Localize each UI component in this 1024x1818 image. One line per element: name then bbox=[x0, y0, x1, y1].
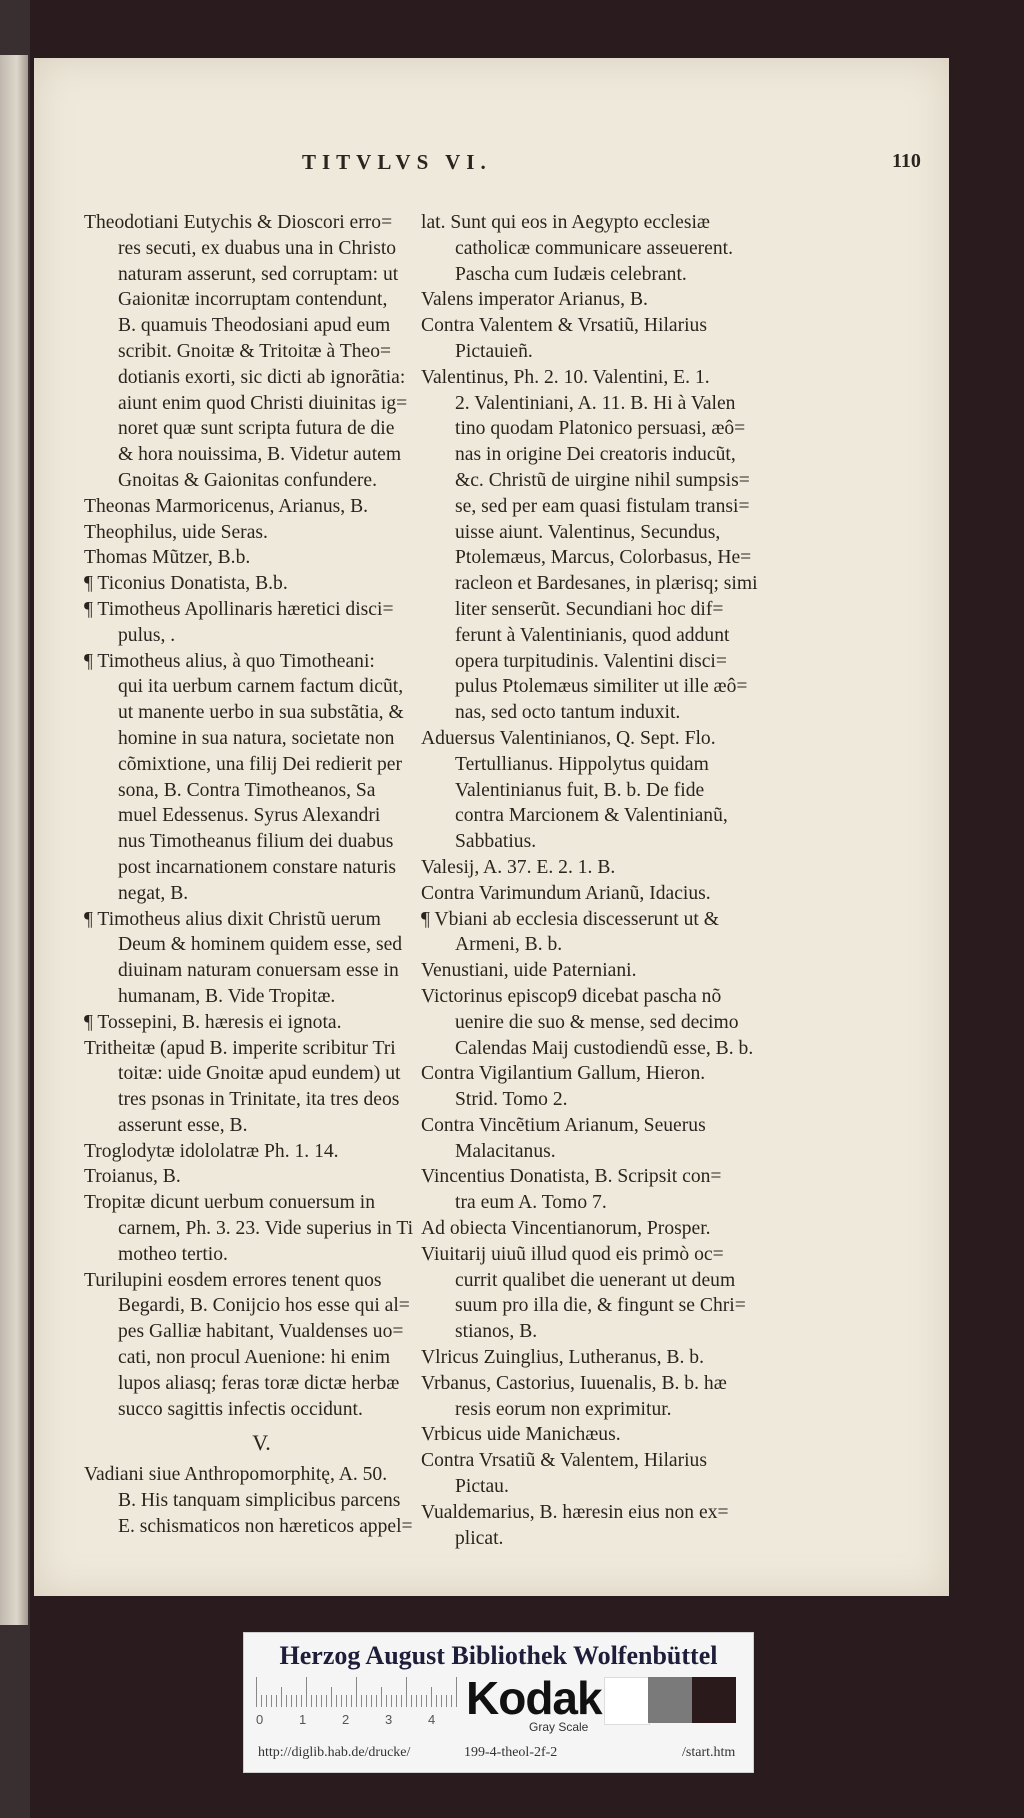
text-line: currit qualibet die uenerant ut deum bbox=[455, 1269, 736, 1291]
text-line: sona, B. Contra Timotheanos, Sa bbox=[118, 779, 376, 801]
text-line: Calendas Maij custodiendũ esse, B. b. bbox=[455, 1037, 754, 1059]
text-line: Vincentius Donatista, B. Scripsit con= bbox=[421, 1166, 722, 1188]
text-line: Contra Varimundum Arianũ, Idacius. bbox=[421, 882, 711, 904]
facing-page-edge bbox=[0, 55, 28, 1625]
text-line: ¶ Ticonius Donatista, B.b. bbox=[84, 573, 288, 595]
text-line: negat, B. bbox=[118, 882, 189, 904]
text-line: E. schismaticos non hæreticos appel= bbox=[118, 1515, 413, 1537]
gray-swatch bbox=[648, 1677, 692, 1723]
text-line: Vadiani siue Anthropomorphitę, A. 50. bbox=[84, 1464, 388, 1486]
right-text-column bbox=[421, 210, 786, 1551]
text-line: pes Galliæ habitant, Vualdenses uo= bbox=[118, 1321, 404, 1343]
ruler-tick bbox=[381, 1687, 382, 1707]
text-line: nas in origine Dei creatoris inducũt, bbox=[455, 444, 736, 466]
text-line: Armeni, B. b. bbox=[455, 934, 563, 956]
ruler-tick bbox=[341, 1695, 342, 1707]
text-line: Troglodytæ idololatræ Ph. 1. 14. bbox=[84, 1140, 339, 1162]
text-line: liter senserũt. Secundiani hoc dif= bbox=[455, 598, 724, 620]
text-line: noret quæ sunt scripta futura de die bbox=[118, 418, 395, 440]
section-heading: V. bbox=[252, 1430, 271, 1456]
text-line: Turilupini eosdem errores tenent quos bbox=[84, 1269, 382, 1291]
text-line: Valesij, A. 37. E. 2. 1. B. bbox=[421, 856, 616, 878]
text-line: ferunt à Valentinianis, quod addunt bbox=[455, 624, 730, 646]
left-text-column bbox=[84, 210, 439, 1540]
text-line: Vrbicus uide Manichæus. bbox=[421, 1424, 621, 1446]
text-line: Tertullianus. Hippolytus quidam bbox=[455, 753, 709, 775]
text-line: B. quamuis Theodosiani apud eum bbox=[118, 315, 391, 337]
url-base[interactable]: http://diglib.hab.de/drucke/ bbox=[258, 1745, 411, 1760]
text-line: &c. Christũ de uirgine nihil sumpsis= bbox=[455, 469, 750, 491]
ruler-tick bbox=[371, 1695, 372, 1707]
text-line: Contra Vigilantium Gallum, Hieron. bbox=[421, 1063, 706, 1085]
text-line: qui ita uerbum carnem factum dicũt, bbox=[118, 676, 404, 698]
text-line: motheo tertio. bbox=[118, 1243, 228, 1265]
library-name: Herzog August Bibliothek Wolfenbüttel bbox=[279, 1641, 718, 1670]
text-line: lupos aliasq; feras toræ dictæ herbæ bbox=[118, 1372, 400, 1394]
text-line: tres psonas in Trinitate, ita tres deos bbox=[118, 1089, 400, 1111]
text-line: ¶ Vbiani ab ecclesia discesserunt ut & bbox=[421, 908, 719, 930]
ruler-numbers bbox=[256, 1712, 456, 1730]
ruler-tick bbox=[331, 1687, 332, 1707]
text-line: Contra Valentem & Vrsatiũ, Hilarius bbox=[421, 315, 707, 337]
text-line: carnem, Ph. 3. 23. Vide superius in Ti bbox=[118, 1218, 414, 1240]
ruler-tick bbox=[351, 1695, 352, 1707]
shelfmark: 199-4-theol-2f-2 bbox=[464, 1745, 558, 1760]
text-line: scribit. Gnoitæ & Tritoitæ à Theo= bbox=[118, 340, 392, 362]
ruler-tick bbox=[361, 1695, 362, 1707]
text-line: nus Timotheanus filium dei duabus bbox=[118, 831, 394, 853]
scale-ruler bbox=[256, 1677, 461, 1707]
text-line: stianos, B. bbox=[455, 1321, 538, 1343]
ruler-tick bbox=[276, 1695, 277, 1707]
text-line: lat. Sunt qui eos in Aegypto ecclesiæ bbox=[421, 212, 710, 233]
ruler-tick bbox=[431, 1687, 432, 1707]
text-line: Contra Vrsatiũ & Valentem, Hilarius bbox=[421, 1450, 707, 1472]
text-line: suum pro illa die, & fingunt se Chri= bbox=[455, 1295, 746, 1317]
ruler-number: 2 bbox=[342, 1712, 350, 1727]
ruler-tick bbox=[316, 1695, 317, 1707]
folio-number: 110 bbox=[892, 150, 921, 172]
ruler-tick bbox=[291, 1695, 292, 1707]
text-line: B. His tanquam simplicibus parcens bbox=[118, 1490, 401, 1512]
text-line: opera turpitudinis. Valentini disci= bbox=[455, 650, 727, 672]
page-header bbox=[34, 150, 949, 180]
digital-library-url bbox=[244, 1745, 753, 1765]
text-line: Theodotiani Eutychis & Dioscori erro= bbox=[84, 212, 393, 233]
ruler-tick bbox=[391, 1695, 392, 1707]
text-line: aiunt enim quod Christi diuinitas ig= bbox=[118, 392, 408, 414]
ruler-tick bbox=[346, 1695, 347, 1707]
text-line: Ptolemæus, Marcus, Colorbasus, He= bbox=[455, 547, 752, 569]
text-line: se, sed per eam quasi fistulam transi= bbox=[455, 495, 750, 517]
color-target-bar bbox=[243, 1632, 754, 1773]
ruler-tick bbox=[376, 1695, 377, 1707]
ruler-tick bbox=[401, 1695, 402, 1707]
text-line: contra Marcionem & Valentinianũ, bbox=[455, 805, 728, 827]
url-end[interactable]: /start.htm bbox=[682, 1745, 736, 1760]
gray-scale-label: Gray Scale bbox=[529, 1720, 589, 1734]
ruler-tick bbox=[261, 1695, 262, 1707]
black-swatch bbox=[692, 1677, 736, 1723]
text-line: Sabbatius. bbox=[455, 831, 537, 853]
text-line: humanam, B. Vide Tropitæ. bbox=[118, 985, 336, 1007]
text-line: Contra Vincẽtium Arianum, Seuerus bbox=[421, 1114, 706, 1136]
text-line: homine in sua natura, societate non bbox=[118, 727, 395, 749]
text-line: Tropitæ dicunt uerbum conuersum in bbox=[84, 1192, 375, 1214]
text-line: ut manente uerbo in sua substãtia, & bbox=[118, 702, 404, 724]
text-line: Begardi, B. Conijcio hos esse qui al= bbox=[118, 1295, 410, 1317]
ruler-tick bbox=[301, 1695, 302, 1707]
text-line: uisse aiunt. Valentinus, Secundus, bbox=[455, 521, 721, 543]
ruler-tick bbox=[416, 1695, 417, 1707]
ruler-tick bbox=[296, 1695, 297, 1707]
ruler-tick bbox=[321, 1695, 322, 1707]
text-line: Venustiani, uide Paterniani. bbox=[421, 960, 637, 982]
text-line: racleon et Bardesanes, in plærisq; simi bbox=[455, 573, 758, 595]
text-line: asserunt esse, B. bbox=[118, 1114, 248, 1136]
text-line: uenire die suo & mense, sed decimo bbox=[455, 1011, 739, 1033]
text-line: catholicæ communicare asseuerent. bbox=[455, 237, 734, 259]
text-line: Theonas Marmoricenus, Arianus, B. bbox=[84, 495, 369, 517]
ruler-tick bbox=[326, 1695, 327, 1707]
text-line: succo sagittis infectis occidunt. bbox=[118, 1398, 363, 1420]
kodak-logo: Kodak bbox=[466, 1672, 602, 1724]
text-line: cõmixtione, una filij Dei redierit per bbox=[118, 753, 403, 775]
ruler-number: 3 bbox=[385, 1712, 393, 1727]
ruler-tick bbox=[441, 1695, 442, 1707]
text-line: ¶ Timotheus Apollinaris hæretici disci= bbox=[84, 598, 394, 620]
white-swatch bbox=[604, 1677, 650, 1725]
text-line: 2. Valentiniani, A. 11. B. Hi à Valen bbox=[455, 392, 736, 414]
ruler-tick bbox=[366, 1695, 367, 1707]
ruler-tick bbox=[411, 1695, 412, 1707]
text-line: Pictauieñ. bbox=[455, 340, 533, 362]
ruler-tick bbox=[356, 1677, 357, 1707]
text-line: & hora nouissima, B. Videtur autem bbox=[118, 444, 402, 466]
text-line: Vrbanus, Castorius, Iuuenalis, B. b. hæ bbox=[421, 1372, 727, 1394]
text-line: Malacitanus. bbox=[455, 1140, 556, 1162]
text-line: dotianis exorti, sic dicti ab ignorãtia: bbox=[118, 366, 406, 388]
text-line: Victorinus episcop9 dicebat pascha nõ bbox=[421, 985, 722, 1007]
ruler-tick bbox=[456, 1677, 457, 1707]
book-page bbox=[34, 58, 949, 1596]
text-line: plicat. bbox=[455, 1527, 504, 1549]
ruler-tick bbox=[451, 1695, 452, 1707]
ruler-tick bbox=[421, 1695, 422, 1707]
ruler-tick bbox=[306, 1677, 307, 1707]
text-line: muel Edessenus. Syrus Alexandri bbox=[118, 805, 381, 827]
text-line: Strid. Tomo 2. bbox=[455, 1089, 568, 1111]
text-line: Valentinus, Ph. 2. 10. Valentini, E. 1. bbox=[421, 366, 710, 388]
text-line: pulus Ptolemæus similiter ut ille æô= bbox=[455, 676, 748, 698]
ruler-tick bbox=[266, 1695, 267, 1707]
text-line: Theophilus, uide Seras. bbox=[84, 521, 268, 543]
ruler-number: 1 bbox=[299, 1712, 307, 1727]
text-line: tino quodam Platonico persuasi, æô= bbox=[455, 418, 746, 440]
text-line: ¶ Tossepini, B. hæresis ei ignota. bbox=[84, 1011, 342, 1033]
ruler-number: 0 bbox=[256, 1712, 264, 1727]
text-line: Viuitarij uiuũ illud quod eis primò oc= bbox=[421, 1243, 724, 1265]
text-line: Tritheitæ (apud B. imperite scribitur Tri bbox=[84, 1037, 396, 1059]
text-line: ¶ Timotheus alius dixit Christũ uerum bbox=[84, 908, 381, 930]
text-line: Pictau. bbox=[455, 1476, 509, 1498]
ruler-tick bbox=[256, 1677, 257, 1707]
text-line: resis eorum non exprimitur. bbox=[455, 1398, 672, 1420]
text-line: Ad obiecta Vincentianorum, Prosper. bbox=[421, 1218, 711, 1240]
text-line: Aduersus Valentinianos, Q. Sept. Flo. bbox=[421, 727, 716, 749]
text-line: toitæ: uide Gnoitæ apud eundem) ut bbox=[118, 1063, 401, 1085]
text-line: post incarnationem constare naturis bbox=[118, 856, 397, 878]
ruler-tick bbox=[311, 1695, 312, 1707]
text-line: cati, non procul Auenione: hi enim bbox=[118, 1347, 391, 1369]
text-line: Troianus, B. bbox=[84, 1166, 181, 1188]
ruler-tick bbox=[286, 1695, 287, 1707]
ruler-tick bbox=[426, 1695, 427, 1707]
text-line: Valentinianus fuit, B. b. De fide bbox=[455, 779, 705, 801]
text-line: nas, sed octo tantum induxit. bbox=[455, 702, 681, 724]
text-line: Pascha cum Iudæis celebrant. bbox=[455, 263, 687, 285]
text-line: Thomas Mũtzer, B.b. bbox=[84, 547, 251, 569]
text-line: naturam asserunt, sed corruptam: ut bbox=[118, 263, 399, 285]
text-line: pulus, . bbox=[118, 624, 176, 646]
running-title: TITVLVS VI. bbox=[302, 150, 492, 174]
ruler-tick bbox=[271, 1695, 272, 1707]
text-line: Deum & hominem quidem esse, sed bbox=[118, 934, 403, 956]
ruler-tick bbox=[336, 1695, 337, 1707]
ruler-tick bbox=[386, 1695, 387, 1707]
text-line: Vualdemarius, B. hæresin eius non ex= bbox=[421, 1501, 729, 1523]
text-line: ¶ Timotheus alius, à quo Timotheani: bbox=[84, 650, 375, 672]
text-line: Gaionitæ incorruptam contendunt, bbox=[118, 289, 388, 311]
text-line: Valens imperator Arianus, B. bbox=[421, 289, 648, 311]
ruler-tick bbox=[396, 1695, 397, 1707]
text-line: Vlricus Zuinglius, Lutheranus, B. b. bbox=[421, 1347, 704, 1369]
text-line: tra eum A. Tomo 7. bbox=[455, 1192, 607, 1214]
text-line: diuinam naturam conuersam esse in bbox=[118, 960, 399, 982]
ruler-tick bbox=[436, 1695, 437, 1707]
ruler-tick bbox=[406, 1677, 407, 1707]
ruler-tick bbox=[281, 1687, 282, 1707]
ruler-tick bbox=[446, 1695, 447, 1707]
text-line: res secuti, ex duabus una in Christo bbox=[118, 237, 397, 259]
ruler-number: 4 bbox=[428, 1712, 436, 1727]
text-line: Gnoitas & Gaionitas confundere. bbox=[118, 469, 378, 491]
